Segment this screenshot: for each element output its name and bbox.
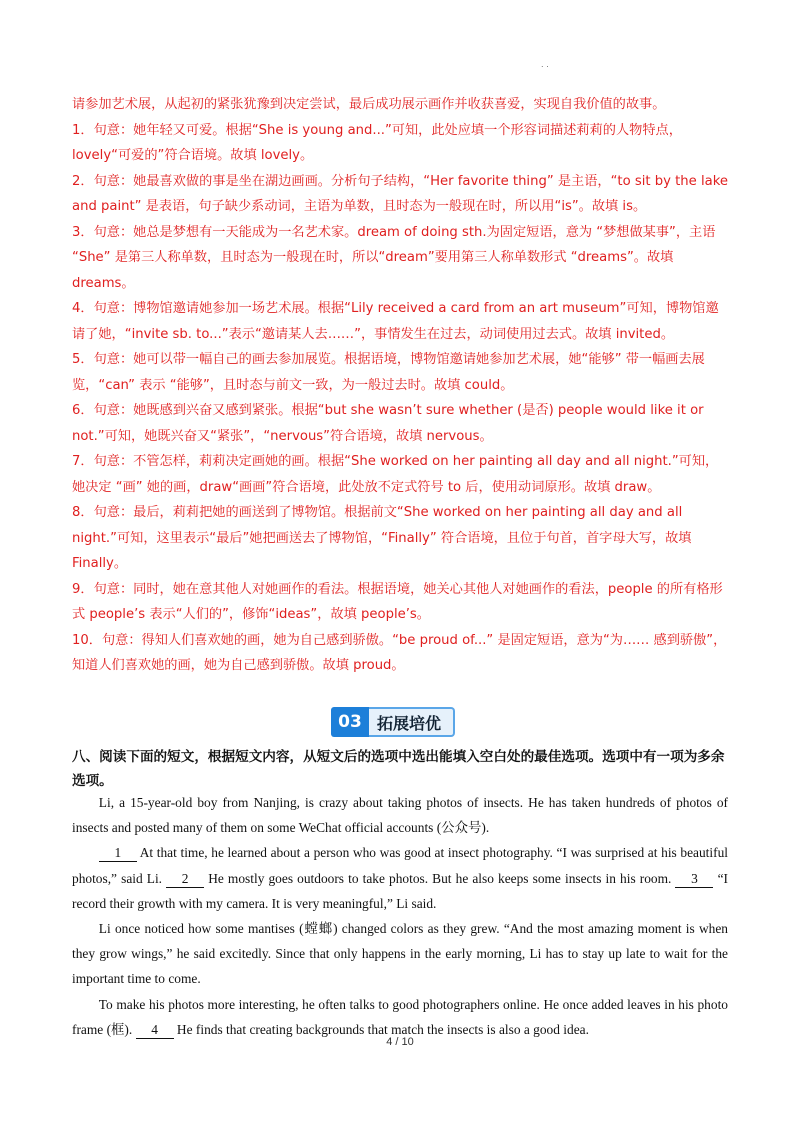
answer-item-2: 2．句意：她最喜欢做的事是坐在湖边画画。分析句子结构，“Her favorite thing” 是主语，“to sit by the lake and paint” 是表语，句子缺少系动词，主语为单数，且时态为一般现在时，所以用“is”。故填 is。 — [72, 173, 728, 214]
section-banner — [331, 707, 455, 737]
answer-item-7: 7．句意：不管怎样，莉莉决定画她的画。根据“She worked on her painting all day and all night.”可知，她决定 “画” 她的画，draw“画画”符合语境，此处放不定式符号 to 后，使用动词原形。故填 draw。 — [72, 454, 719, 495]
answer-item-3: 3．句意：她总是梦想有一天能成为一名艺术家。dream of doing sth.为固定短语，意为 “梦想做某事”，主语 “She” 是第三人称单数，且时态为一般现在时，所以“dream”要用第三人称单数形式 “dreams”。故填 dreams。 — [72, 224, 716, 291]
answer-item-1: 1．句意：她年轻又可爱。根据“She is young and...”可知，此处应填一个形容词描述莉莉的人物特点，lovely“可爱的”符合语境。故填 lovely。 — [72, 122, 682, 163]
answer-intro: 请参加艺术展，从起初的紧张犹豫到决定尝试，最后成功展示画作并收获喜爱，实现自我价值的故事。 — [72, 97, 666, 112]
blank-2: 2 — [166, 871, 204, 888]
blank-4: 4 — [136, 1022, 174, 1039]
answer-item-4: 4．句意：博物馆邀请她参加一场艺术展。根据“Lily received a card from an art museum”可知，博物馆邀请了她，“invite sb. to...”表示“邀请某人去……”，事情发生在过去，动词使用过去式。故填 invited。 — [72, 301, 719, 342]
passage-text: “I record their growth with my camera. It is very meaningful,” Li said. — [72, 870, 728, 911]
answer-item-9: 9．句意：同时，她在意其他人对她画作的看法。根据语境，她关心其他人对她画作的看法，people 的所有格形式 people’s 表示“人们的”，修饰“ideas”，故填 people’s。 — [72, 581, 723, 622]
section-number: 03 — [331, 707, 369, 737]
blank-1: 1 — [99, 845, 137, 862]
top-marks: . . — [541, 60, 549, 69]
answer-item-6: 6．句意：她既感到兴奋又感到紧张。根据“but she wasn’t sure whether (是否) people would like it or not.”可知，她既兴奋又“紧张”，“nervous”符合语境，故填 nervous。 — [72, 403, 704, 444]
passage-paragraph-3: Li once noticed how some mantises (螳螂) changed colors as they grew. “And the most amazing moment is when they grow wings,” he said excitedly. Since that only happens in the early morning, Li has to stay up late to wait for the important time to come. — [72, 921, 728, 987]
blank-3: 3 — [675, 871, 713, 888]
passage-text: At that time, he learned about a person who was good at insect photography. “I was surprised at his beautiful photos,” said Li. — [72, 845, 728, 886]
section-title: 拓展培优 — [369, 707, 455, 737]
answer-item-5: 5．句意：她可以带一幅自己的画去参加展览。根据语境，博物馆邀请她参加艺术展，她“能够” 带一幅画去展览，“can” 表示 “能够”，且时态与前文一致，为一般过去时。故填 could。 — [72, 352, 705, 393]
passage-paragraph-1: Li, a 15-year-old boy from Nanjing, is crazy about taking photos of insects. He has taken hundreds of photos of insects and posted many of them on some WeChat official accounts (公众号). — [72, 795, 728, 836]
answer-explanations — [72, 92, 728, 679]
answer-item-10: 10．句意：得知人们喜欢她的画，她为自己感到骄傲。“be proud of...” 是固定短语，意为“为…… 感到骄傲”，知道人们喜欢她的画，她为自己感到骄傲。故填 proud。 — [72, 632, 727, 673]
passage-paragraph-4 — [72, 992, 728, 1042]
passage-paragraph-2 — [72, 840, 728, 916]
passage-text: To make his photos more interesting, he often talks to good photographers online. He once added leaves in his photo frame (框). — [72, 996, 728, 1037]
passage-text: He finds that creating backgrounds that match the insects is also a good idea. — [173, 1021, 589, 1037]
question-heading: 八、阅读下面的短文，根据短文内容，从短文后的选项中选出能填入空白处的最佳选项。选项中有一项为多余选项。 — [72, 749, 725, 789]
page-number: 4 / 10 — [386, 1036, 414, 1048]
passage-text: He mostly goes outdoors to take photos. But he also keeps some insects in his room. — [204, 870, 676, 886]
answer-item-8: 8．句意：最后，莉莉把她的画送到了博物馆。根据前文“She worked on her painting all day and all night.”可知，这里表示“最后”她把画送去了博物馆，“Finally” 符合语境，且位于句首，首字母大写，故填 Finally。 — [72, 505, 692, 571]
reading-passage — [72, 790, 728, 1042]
